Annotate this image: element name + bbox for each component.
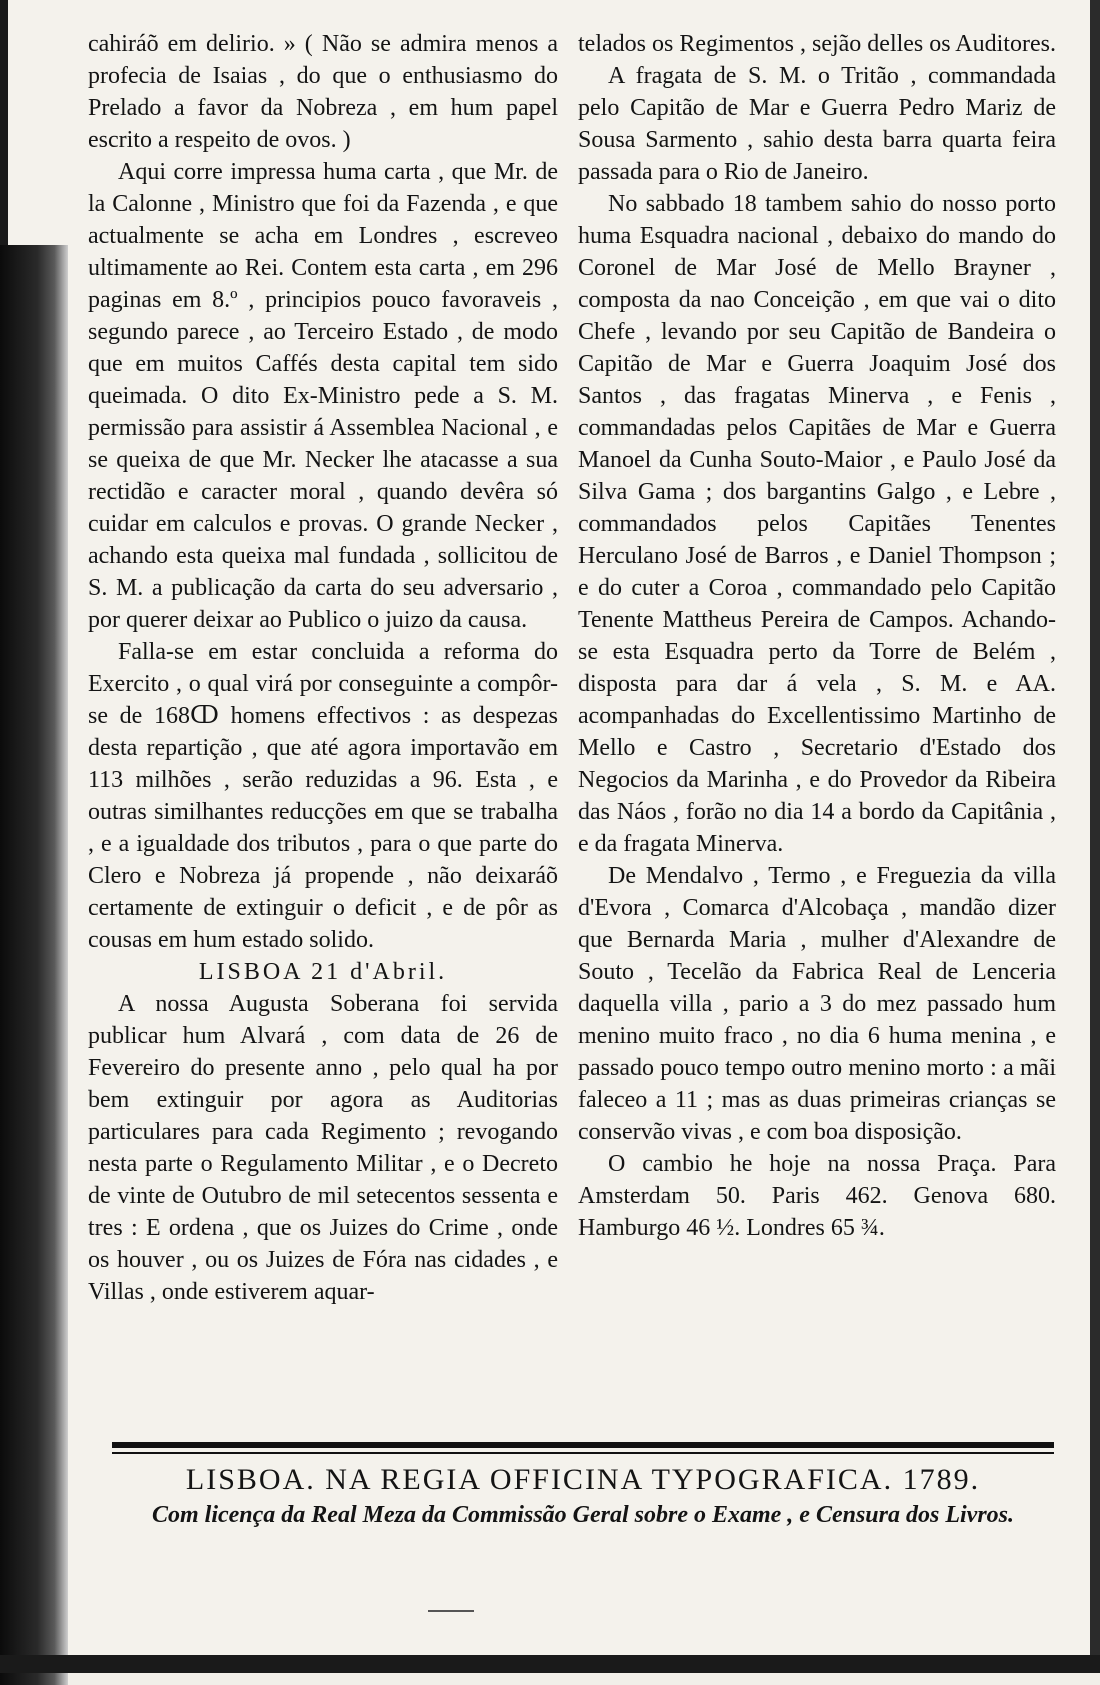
- left-paragraph-4: A nossa Augusta Soberana foi servida publicar hum Alvará , com data de 26 de Fevereiro do presente anno , pelo qual ha por bem extinguir por agora as Auditorias particulares para cada Regimento ; revogando nesta parte o Regulamento Militar , e o Decreto de vinte de Outubro de mil setecentos sessenta e tres : E ordena , que os Juizes do Crime , onde os houver , ou os Juizes de Fóra nas cidades , e Villas , onde estiverem aquar-: [88, 991, 558, 1305]
- right-paragraph-4: De Mendalvo , Termo , e Freguezia da villa d'Evora , Comarca d'Alcobaça , mandão dizer que Bernarda Maria , mulher d'Alexandre de Souto , Tecelão da Fabrica Real de Lenceria daquella villa , pario a 3 do mez passado hum menino muito fraco , no dia 6 huma menina , e passado pouco tempo outro menino morto : a mãi faleceo a 11 ; mas as duas primeiras crianças se conservão vivas , e com boa disposição.: [578, 863, 1056, 1145]
- right-paragraph-2: A fragata de S. M. o Tritão , commandada pelo Capitão de Mar e Guerra Pedro Mariz de Sousa Sarmento , sahio desta barra quarta feira passada para o Rio de Janeiro.: [578, 63, 1056, 185]
- dateline-lisboa: LISBOA 21 d'Abril.: [198, 959, 448, 985]
- left-paragraph-2: Aqui corre impressa huma carta , que Mr. de la Calonne , Ministro que foi da Fazenda , e que actualmente se acha em Londres , escreveo ultimamente ao Rei. Contem esta carta , em 296 paginas em 8.º , principios pouco favoraveis , segundo parece , ao Terceiro Estado , de modo que em muitos Caffés desta capital tem sido queimada. O dito Ex-Ministro pede a S. M. permissão para assistir á Assemblea Nacional , e se queixa de que Mr. Necker lhe atacasse a sua rectidão e caracter moral , quando devêra só cuidar em calculos e provas. O grande Necker , achando esta queixa mal fundada , sollicitou de S. M. a publicação da carta do seu adversario , por querer deixar ao Publico o juizo da causa.: [88, 159, 558, 633]
- footer-rule-thin: [112, 1452, 1054, 1454]
- scan-border-right: [1090, 0, 1100, 1673]
- right-paragraph-1: telados os Regimentos , sejão delles os Auditores.: [578, 31, 1056, 57]
- left-column: [88, 28, 558, 1308]
- right-paragraph-3: No sabbado 18 tambem sahio do nosso porto huma Esquadra nacional , debaixo do mando do Coronel de Mar José de Mello Brayner , composta da nao Conceição , em que vai o dito Chefe , levando por seu Capitão de Bandeira o Capitão de Mar e Guerra Joaquim José dos Santos , das fragatas Minerva , e Fenis , commandadas pelos Capitães de Mar e Guerra Manoel da Cunha Souto-Maior , e Paulo José da Silva Gama ; dos bargantins Galgo , e Lebre , commandados pelos Capitães Tenentes Herculano José de Barros , e Daniel Thompson ; e do cuter a Coroa , commandado pelo Capitão Tenente Mattheus Pereira de Campos. Achando-se esta Esquadra perto da Torre de Belém , disposta para dar á vela , S. M. e AA. acompanhadas do Excellentissimo Martinho de Mello e Castro , Secretario d'Estado dos Negocios da Marinha , e do Provedor da Ribeira das Náos , forão no dia 14 a bordo da Capitânia , e da fragata Minerva.: [578, 191, 1056, 857]
- printer-imprint: LISBOA. NA REGIA OFFICINA TYPOGRAFICA. 1789.: [185, 1463, 981, 1496]
- scan-border-bottom: [0, 1655, 1100, 1673]
- right-paragraph-5: O cambio he hoje na nossa Praça. Para Amsterdam 50. Paris 462. Genova 680. Hamburgo 46 ½. Londres 65 ¾.: [578, 1151, 1056, 1241]
- page-dash-mark: [428, 1610, 474, 1612]
- left-paragraph-3: Falla-se em estar concluida a reforma do Exercito , o qual virá por conseguinte a compôr-se de 168ↀ homens effectivos : as despezas desta repartição , que até agora importavão em 113 milhões , serão reduzidas a 96. Esta , e outras similhantes reducções em que se trabalha , e a igualdade dos tributos , para o que parte do Clero e Nobreza já propende , não deixaráõ certamente de extinguir o deficit , e de pôr as cousas em hum estado solido.: [88, 639, 558, 953]
- left-paragraph-1: cahiráõ em delirio. » ( Não se admira menos a profecia de Isaias , do que o enthusiasmo do Prelado a favor da Nobreza , em hum papel escrito a respeito de ovos. ): [88, 31, 558, 153]
- footer-rule-thick: [112, 1442, 1054, 1448]
- scan-border-left: [0, 245, 68, 1685]
- scan-border-top-left: [0, 0, 8, 250]
- right-column: [578, 28, 1056, 1244]
- censorship-licence: Com licença da Real Meza da Commissão Geral sobre o Exame , e Censura dos Livros.: [151, 1502, 1014, 1528]
